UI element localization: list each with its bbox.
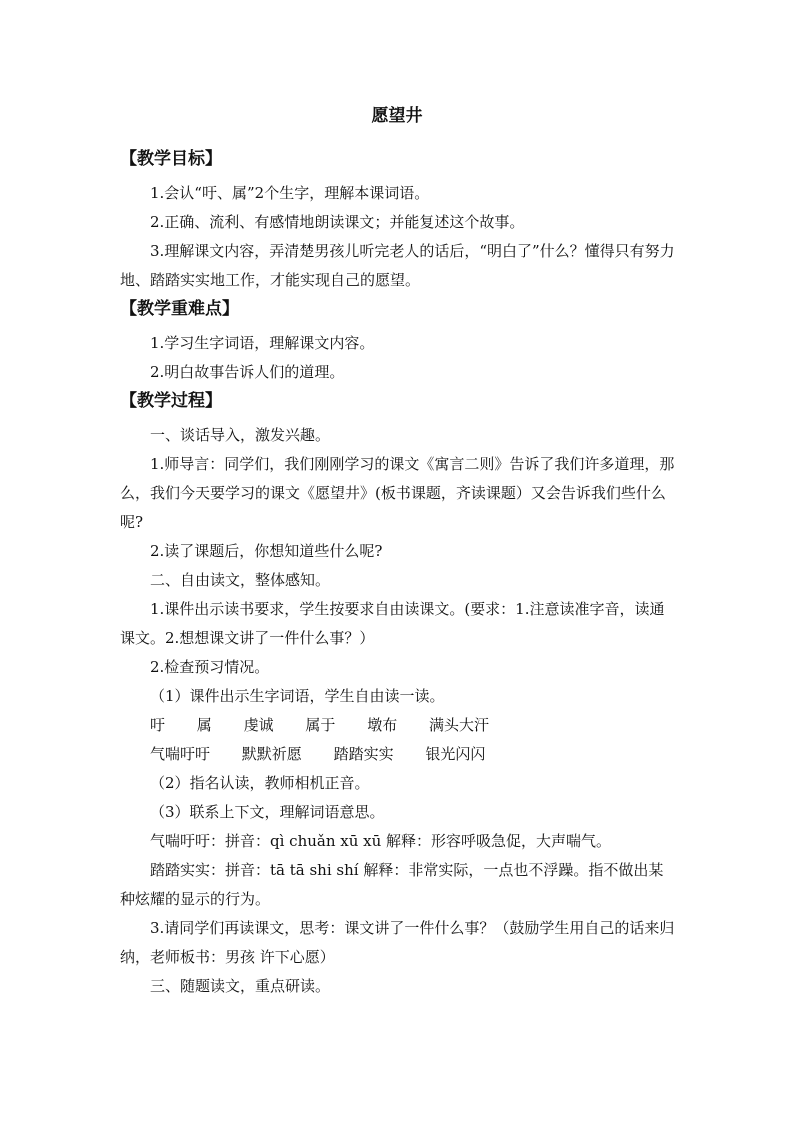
process-step: 气喘吁吁：拼音：qì chuǎn xū xū 解释：形容呼吸急促，大声喘气。 — [150, 832, 612, 850]
process-step: 2.读了课题后，你想知道些什么呢? — [150, 542, 383, 560]
vocab-word: 满头大汗 — [428, 716, 489, 734]
key-point-item-1: 1.学习生字词语，理解课文内容。 — [150, 334, 375, 352]
vocab-word: 虔诚 — [243, 716, 274, 734]
vocab-word: 属于 — [305, 716, 336, 734]
document-body — [120, 145, 676, 1001]
vocab-word: 吁 — [150, 716, 166, 734]
objective-item-2: 2.正确、流利、有感情地朗读课文；并能复述这个故事。 — [150, 213, 525, 231]
process-step: 一、谈话导入，激发兴趣。 — [150, 426, 331, 444]
vocabulary-row-2 — [120, 740, 676, 769]
process-step: 踏踏实实：拼音：tā tā shi shí 解释：非常实际，一点也不浮躁。指不做出某种炫耀的显示的行为。 — [120, 861, 664, 908]
process-step: 三、随题读文，重点研读。 — [150, 977, 331, 995]
key-points-heading: 【教学重难点】 — [120, 299, 239, 319]
key-point-item-2: 2.明白故事告诉人们的道理。 — [150, 363, 345, 381]
vocab-word: 默默祈愿 — [241, 745, 302, 763]
vocab-word: 踏踏实实 — [333, 745, 394, 763]
process-step: 1.师导言：同学们，我们刚刚学习的课文《寓言二则》告诉了我们许多道理，那么，我们今天要学习的课文《愿望井》(板书课题，齐读课题）又会告诉我们些什么呢? — [120, 455, 675, 531]
process-step: 二、自由读文，整体感知。 — [150, 571, 331, 589]
process-step: 1.课件出示读书要求，学生按要求自由读课文。(要求：1.注意读准字音，读通课文。2.想想课文讲了一件什么事？） — [120, 600, 665, 647]
page-title: 愿望井 — [371, 106, 423, 126]
vocab-word: 属 — [196, 716, 212, 734]
objective-item-1: 1.会认“吁、属”2个生字，理解本课词语。 — [150, 184, 430, 202]
vocab-word: 气喘吁吁 — [150, 745, 211, 763]
vocabulary-row-1 — [120, 711, 676, 740]
process-heading: 【教学过程】 — [120, 391, 222, 411]
objectives-heading: 【教学目标】 — [120, 149, 222, 169]
process-step: （2）指名认读，教师相机正音。 — [150, 774, 370, 792]
vocab-word: 银光闪闪 — [425, 745, 486, 763]
objective-item-3: 3.理解课文内容，弄清楚男孩儿听完老人的话后，“明白了”什么？懂得只有努力地、踏踏实实地工作，才能实现自己的愿望。 — [120, 242, 675, 289]
process-step: 3.请同学们再读课文，思考：课文讲了一件什么事？（鼓励学生用自己的话来归纳，老师板书：男孩 许下心愿） — [120, 919, 675, 966]
process-step: （3）联系上下文，理解词语意思。 — [150, 803, 385, 821]
vocab-word: 墩布 — [367, 716, 398, 734]
process-step: （1）课件出示生字词语，学生自由读一读。 — [150, 687, 445, 705]
process-step: 2.检查预习情况。 — [150, 658, 270, 676]
